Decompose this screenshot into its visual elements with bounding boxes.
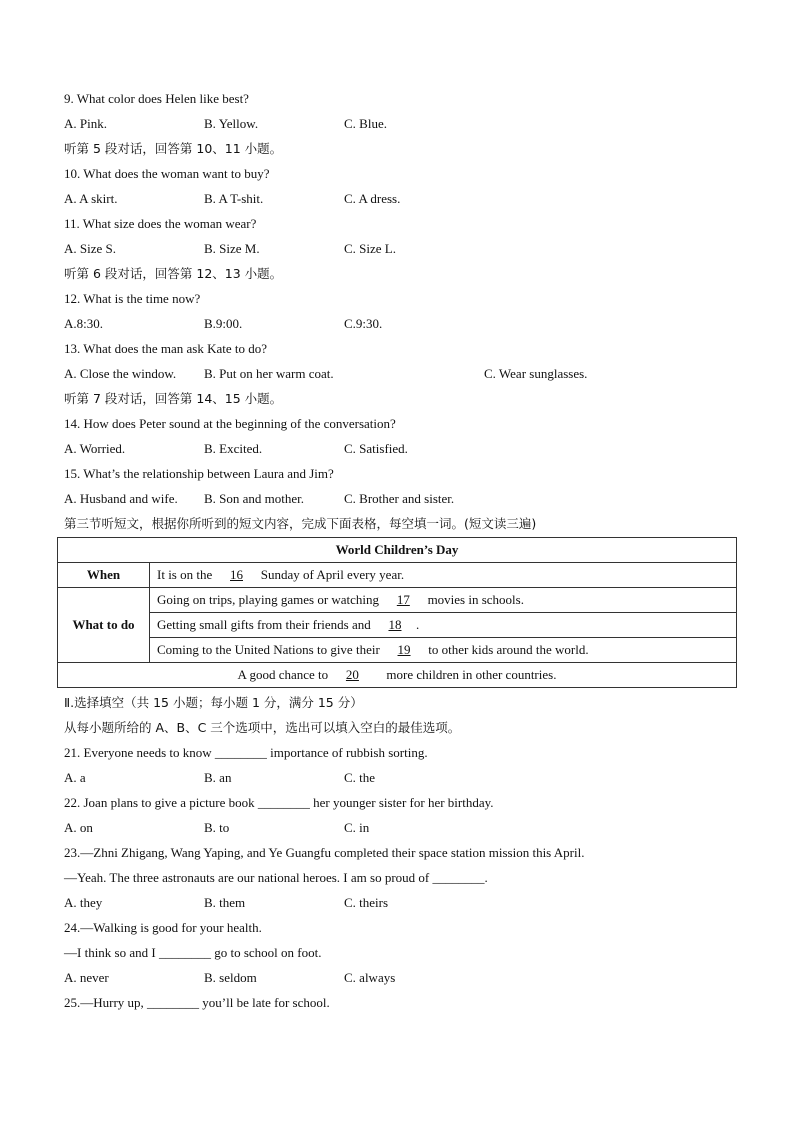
option-b[interactable]: B. an bbox=[204, 770, 232, 785]
question-23-options bbox=[64, 893, 664, 913]
question-22-options bbox=[64, 818, 664, 838]
section-6-instruction: 听第 6 段对话，回答第 12、13 小题。 bbox=[64, 266, 283, 281]
option-c[interactable]: C. theirs bbox=[344, 895, 389, 910]
answer-blank-16[interactable]: 16 bbox=[230, 567, 243, 582]
answer-gap[interactable]: ________ bbox=[158, 945, 211, 960]
question-10: 10. What does the woman want to buy? bbox=[64, 166, 270, 181]
question-text: 25.—Hurry up, bbox=[64, 995, 144, 1010]
option-b[interactable]: B.9:00. bbox=[204, 316, 243, 331]
option-a[interactable]: A. Pink. bbox=[64, 116, 107, 131]
question-text: —Yeah. The three astronauts are our national heroes. I am so proud of bbox=[64, 870, 430, 885]
row-text: to other kids around the world. bbox=[428, 642, 589, 657]
answer-blank-19[interactable]: 19 bbox=[397, 642, 411, 657]
row-text: . bbox=[415, 617, 420, 632]
option-c[interactable]: C. Satisfied. bbox=[344, 441, 408, 456]
option-b[interactable]: B. Put on her warm coat. bbox=[204, 366, 334, 381]
table-row bbox=[150, 588, 737, 613]
option-a[interactable]: A. Size S. bbox=[64, 241, 116, 256]
option-a[interactable]: A.8:30. bbox=[64, 316, 103, 331]
row-text: It is on the bbox=[157, 567, 213, 582]
row-text: Going on trips, playing games or watching bbox=[157, 592, 380, 607]
question-11-options bbox=[64, 239, 664, 259]
table-title: World Children’s Day bbox=[58, 538, 737, 563]
question-13: 13. What does the man ask Kate to do? bbox=[64, 341, 268, 356]
option-c[interactable]: C. Wear sunglasses. bbox=[484, 366, 588, 381]
option-c[interactable]: C. always bbox=[344, 970, 396, 985]
question-23-reply bbox=[64, 868, 488, 888]
answer-gap[interactable]: ________ bbox=[147, 995, 200, 1010]
option-a[interactable]: A. on bbox=[64, 820, 93, 835]
row-text: A good chance to bbox=[237, 667, 329, 682]
question-21 bbox=[64, 743, 428, 763]
option-c[interactable]: C. A dress. bbox=[344, 191, 401, 206]
when-label: When bbox=[58, 563, 150, 588]
question-12: 12. What is the time now? bbox=[64, 291, 201, 306]
row-text: Sunday of April every year. bbox=[260, 567, 405, 582]
question-text: you’ll be late for school. bbox=[202, 995, 330, 1010]
option-a[interactable]: A. never bbox=[64, 970, 109, 985]
question-25 bbox=[64, 993, 330, 1013]
option-a[interactable]: A. Worried. bbox=[64, 441, 126, 456]
question-12-options bbox=[64, 314, 664, 334]
what-to-do-label: What to do bbox=[58, 588, 150, 663]
part-2-heading: Ⅱ.选择填空（共 15 小题；每小题 1 分，满分 15 分） bbox=[64, 695, 363, 710]
answer-blank-20[interactable]: 20 bbox=[345, 667, 359, 682]
option-a[interactable]: A. Husband and wife. bbox=[64, 491, 178, 506]
question-text: 22. Joan plans to give a picture book bbox=[64, 795, 255, 810]
question-22 bbox=[64, 793, 494, 813]
option-a[interactable]: A. they bbox=[64, 895, 103, 910]
answer-blank-18[interactable]: 18 bbox=[388, 617, 402, 632]
question-15: 15. What’s the relationship between Laura and Jim? bbox=[64, 466, 334, 481]
answer-gap[interactable]: ________ bbox=[257, 795, 310, 810]
table-row bbox=[150, 638, 737, 663]
row-text: movies in schools. bbox=[427, 592, 524, 607]
question-text: her younger sister for her birthday. bbox=[313, 795, 494, 810]
option-b[interactable]: B. Excited. bbox=[204, 441, 263, 456]
answer-blank-17[interactable]: 17 bbox=[396, 592, 410, 607]
question-11: 11. What size does the woman wear? bbox=[64, 216, 257, 231]
option-a[interactable]: A. A skirt. bbox=[64, 191, 118, 206]
section-7-instruction: 听第 7 段对话，回答第 14、15 小题。 bbox=[64, 391, 283, 406]
question-9: 9. What color does Helen like best? bbox=[64, 91, 249, 106]
table-row bbox=[58, 663, 737, 688]
part-2-instruction: 从每小题所给的 A、B、C 三个选项中，选出可以填入空白的最佳选项。 bbox=[64, 720, 461, 735]
row-text: Getting small gifts from their friends and bbox=[157, 617, 371, 632]
section-5-instruction: 听第 5 段对话，回答第 10、11 小题。 bbox=[64, 141, 283, 156]
row-text: Coming to the United Nations to give their bbox=[157, 642, 380, 657]
question-24-prompt: 24.—Walking is good for your health. bbox=[64, 920, 262, 935]
option-b[interactable]: B. A T-shit. bbox=[204, 191, 264, 206]
question-14: 14. How does Peter sound at the beginning of the conversation? bbox=[64, 416, 396, 431]
answer-gap[interactable]: ________ bbox=[214, 745, 267, 760]
option-b[interactable]: B. Son and mother. bbox=[204, 491, 305, 506]
option-a[interactable]: A. Close the window. bbox=[64, 366, 177, 381]
question-9-options bbox=[64, 114, 664, 134]
question-23-prompt: 23.—Zhni Zhigang, Wang Yaping, and Ye Guangfu completed their space station mission this April. bbox=[64, 845, 585, 860]
section-3-instruction: 第三节听短文，根据你所听到的短文内容，完成下面表格，每空填一词。(短文读三遍) bbox=[64, 516, 537, 531]
option-c[interactable]: C. the bbox=[344, 770, 376, 785]
table-row bbox=[150, 563, 737, 588]
world-childrens-day-table bbox=[57, 537, 737, 688]
option-a[interactable]: A. a bbox=[64, 770, 86, 785]
question-text: —I think so and I bbox=[64, 945, 156, 960]
option-c[interactable]: C. Size L. bbox=[344, 241, 396, 256]
option-b[interactable]: B. Size M. bbox=[204, 241, 260, 256]
question-21-options bbox=[64, 768, 664, 788]
question-24-options bbox=[64, 968, 664, 988]
option-c[interactable]: C. Blue. bbox=[344, 116, 387, 131]
option-c[interactable]: C. Brother and sister. bbox=[344, 491, 455, 506]
option-c[interactable]: C.9:30. bbox=[344, 316, 383, 331]
option-b[interactable]: B. to bbox=[204, 820, 230, 835]
option-b[interactable]: B. Yellow. bbox=[204, 116, 259, 131]
table-row bbox=[150, 613, 737, 638]
question-text: 21. Everyone needs to know bbox=[64, 745, 212, 760]
question-text: . bbox=[484, 870, 488, 885]
question-10-options bbox=[64, 189, 664, 209]
option-b[interactable]: B. them bbox=[204, 895, 246, 910]
question-text: importance of rubbish sorting. bbox=[270, 745, 428, 760]
option-c[interactable]: C. in bbox=[344, 820, 370, 835]
question-24-reply bbox=[64, 943, 321, 963]
question-text: go to school on foot. bbox=[214, 945, 322, 960]
question-15-options bbox=[64, 489, 664, 509]
question-13-options bbox=[64, 364, 684, 384]
question-14-options bbox=[64, 439, 664, 459]
row-text: more children in other countries. bbox=[386, 667, 557, 682]
answer-gap[interactable]: ________ bbox=[432, 870, 485, 885]
option-b[interactable]: B. seldom bbox=[204, 970, 257, 985]
